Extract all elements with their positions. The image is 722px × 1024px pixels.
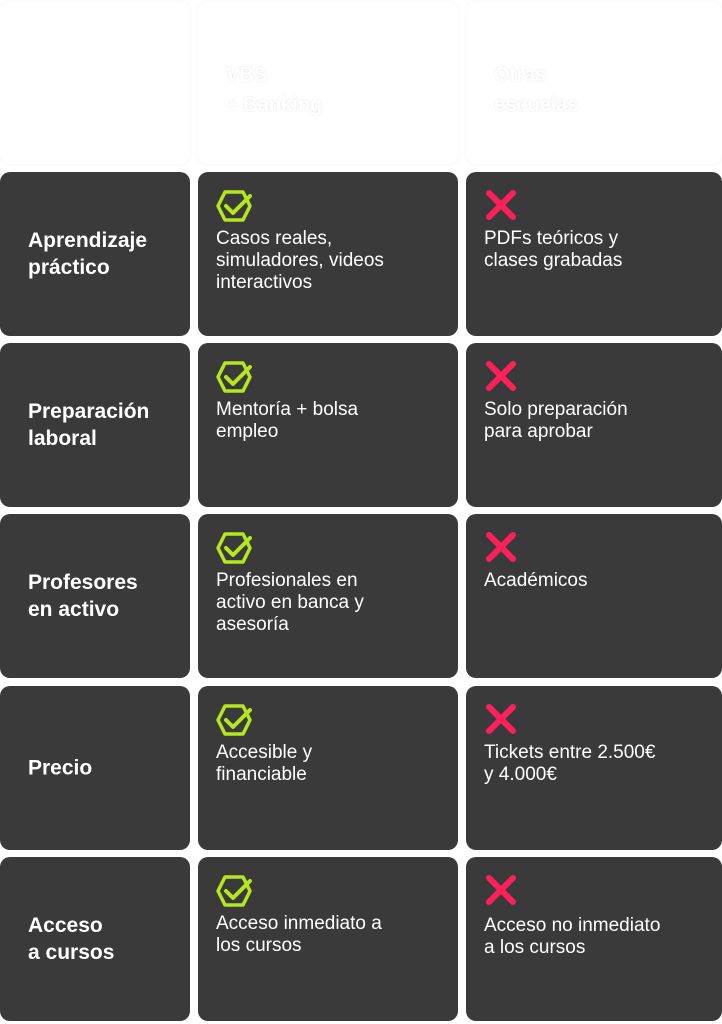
vbs-text-line: activo en banca y — [216, 592, 364, 613]
header-other-line: escuelas — [494, 94, 579, 116]
row-label-line: laboral — [28, 427, 97, 450]
other-text-line: Acceso no inmediato — [484, 915, 661, 936]
vbs-text-line: Mentoría + bolsa — [216, 399, 359, 420]
vbs-text-line: simuladores, videos — [216, 250, 384, 271]
header-other-schools-title — [494, 60, 579, 120]
vbs-text-line: financiable — [216, 764, 307, 785]
vbs-text — [216, 228, 446, 294]
vbs-text-line: los cursos — [216, 935, 302, 956]
row-label-cell — [0, 686, 190, 850]
other-text-line: para aprobar — [484, 421, 593, 442]
header-vbs-line: VBS — [226, 64, 268, 86]
row-label-cell — [0, 172, 190, 336]
other-text-line: Solo preparación — [484, 399, 628, 420]
check-icon — [216, 361, 252, 393]
vbs-cell — [198, 172, 458, 336]
vbs-cell — [198, 857, 458, 1021]
other-cell — [466, 514, 722, 678]
vbs-text-line: empleo — [216, 421, 279, 442]
row-label — [28, 755, 176, 782]
row-label-line: Profesores — [28, 571, 138, 594]
other-text — [484, 228, 710, 272]
row-label-line: a cursos — [28, 941, 115, 964]
other-text-line: Académicos — [484, 570, 588, 591]
row-label-cell — [0, 514, 190, 678]
other-text-line: Tickets entre 2.500€ — [484, 742, 656, 763]
header-vbs-line: + Banking — [226, 94, 323, 116]
check-icon — [216, 704, 252, 736]
vbs-text — [216, 742, 446, 786]
other-text-line: PDFs teóricos y — [484, 228, 619, 249]
row-label — [28, 398, 176, 452]
row-label-cell — [0, 857, 190, 1021]
vbs-text-line: Casos reales, — [216, 228, 333, 249]
vbs-text-line: Accesible y — [216, 742, 313, 763]
header-vbs-cell — [198, 2, 458, 164]
other-text-line: a los cursos — [484, 937, 586, 958]
check-icon — [216, 190, 252, 222]
vbs-text — [216, 913, 446, 957]
row-label-cell — [0, 343, 190, 507]
header-vbs-title — [226, 60, 322, 120]
row-label — [28, 569, 176, 623]
row-label-line: práctico — [28, 256, 110, 279]
other-cell — [466, 343, 722, 507]
header-other-line: Otras — [494, 64, 547, 86]
cross-icon — [484, 190, 520, 222]
other-text — [484, 742, 710, 786]
vbs-cell — [198, 686, 458, 850]
cross-icon — [484, 704, 520, 736]
cross-icon — [484, 875, 520, 907]
row-label-line: Preparación — [28, 400, 150, 423]
other-text — [484, 399, 710, 443]
vbs-text — [216, 570, 446, 636]
other-text-line: y 4.000€ — [484, 764, 557, 785]
vbs-text — [216, 399, 446, 443]
row-label — [28, 912, 176, 966]
header-other-schools-cell — [466, 2, 722, 164]
vbs-cell — [198, 343, 458, 507]
vbs-text-line: Acceso inmediato a — [216, 913, 382, 934]
vbs-text-line: Profesionales en — [216, 570, 358, 591]
row-label-line: en activo — [28, 598, 120, 621]
other-text-line: clases grabadas — [484, 250, 623, 271]
other-cell — [466, 172, 722, 336]
other-cell — [466, 857, 722, 1021]
header-empty-cell — [0, 2, 190, 164]
other-cell — [466, 686, 722, 850]
other-text — [484, 570, 710, 592]
row-label-line: Precio — [28, 756, 93, 780]
check-icon — [216, 532, 252, 564]
vbs-cell — [198, 514, 458, 678]
row-label-line: Acceso — [28, 914, 103, 937]
cross-icon — [484, 532, 520, 564]
cross-icon — [484, 361, 520, 393]
row-label-line: Aprendizaje — [28, 229, 148, 252]
row-label — [28, 227, 176, 281]
other-text — [484, 915, 710, 959]
vbs-text-line: asesoría — [216, 614, 289, 635]
vbs-text-line: interactivos — [216, 272, 313, 293]
check-icon — [216, 875, 252, 907]
